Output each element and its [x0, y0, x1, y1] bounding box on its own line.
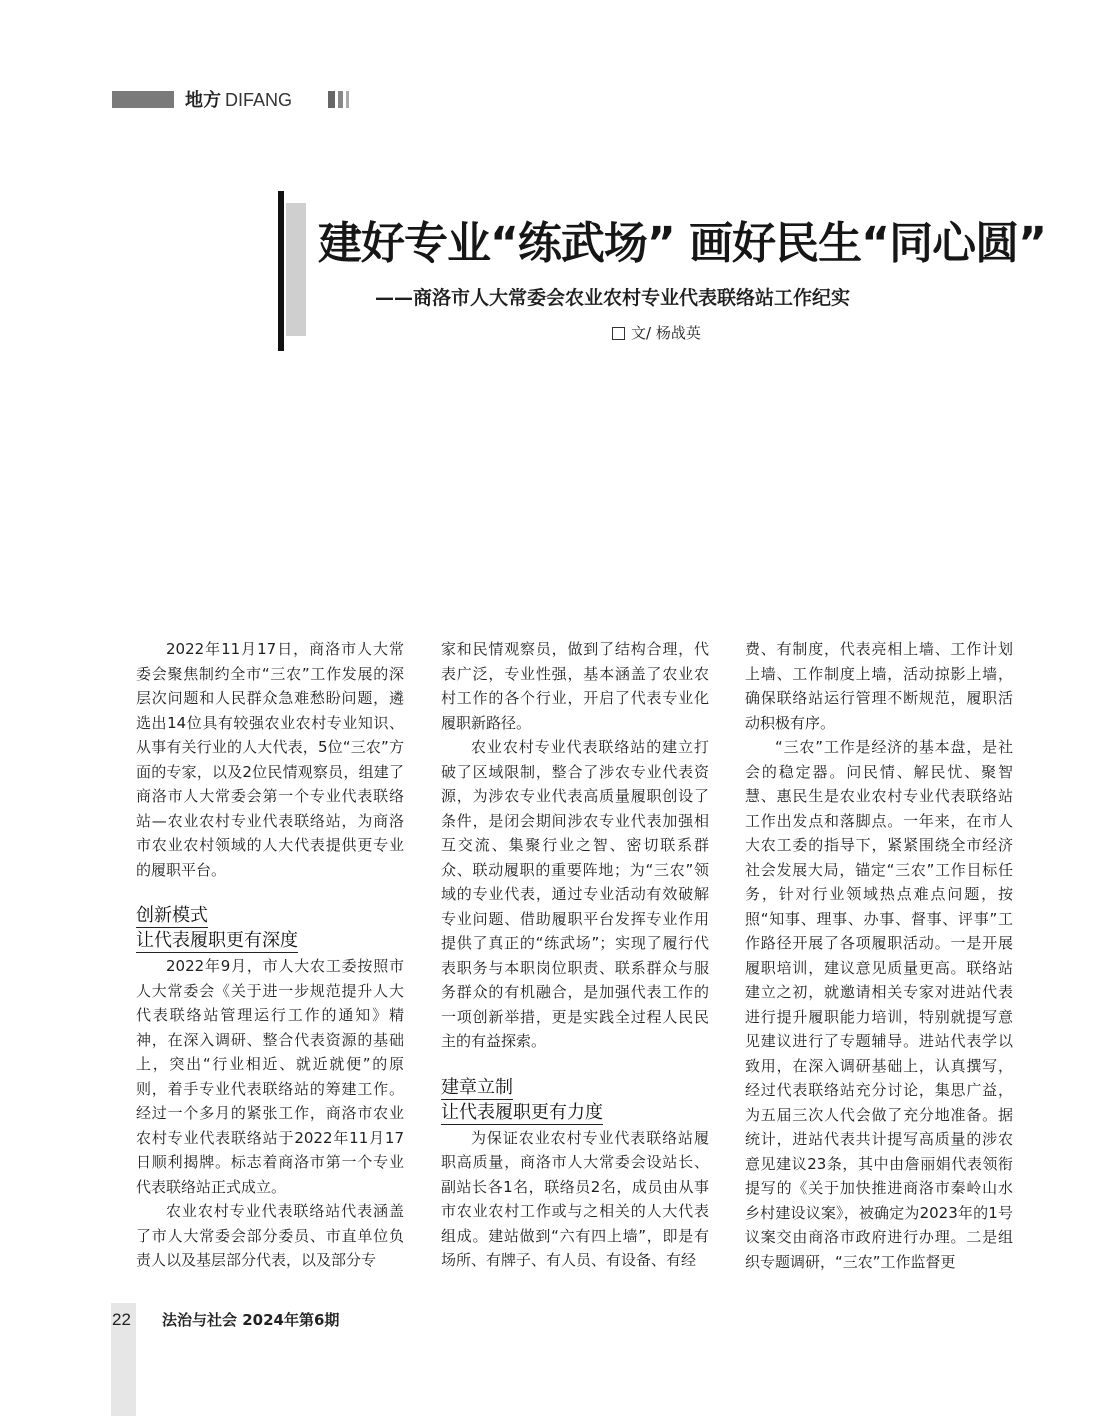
- body-column-1: [136, 637, 404, 1273]
- body-column-3: [745, 637, 1013, 1274]
- paragraph-continued: 家和民情观察员，做到了结构合理，代表广泛，专业性强，基本涵盖了农业农村工作的各个行业，开启了代表专业化履职新路径。: [441, 640, 709, 732]
- byline: [612, 321, 701, 345]
- journal-issue: 法治与社会 2024年第6期: [162, 1311, 340, 1329]
- paragraph-continued: 费、有制度，代表亮相上墙、工作计划上墙、工作制度上墙，活动掠影上墙，确保联络站运行管理不断规范，履职活动积极有序。: [745, 640, 1013, 732]
- article-subtitle: ——商洛市人大常委会农业农村专业代表联络站工作纪实: [375, 287, 851, 309]
- title-rule: [278, 191, 284, 351]
- paragraph: 农业农村专业代表联络站代表涵盖了市人大常委会部分委员、市直单位负责人以及基层部分代表，以及部分专: [136, 1202, 404, 1269]
- byline-text: 文/ 杨战英: [631, 324, 701, 342]
- section-bar: [112, 91, 174, 108]
- byline-box-icon: [612, 327, 625, 340]
- subheading-line-1: 建章立制: [441, 1076, 513, 1098]
- subheading-line-2: 让代表履职更有力度: [441, 1101, 603, 1123]
- section-label-cn: 地方: [185, 90, 221, 111]
- section-label: [185, 88, 292, 113]
- article-title: 建好专业“练武场” 画好民生“同心圆”: [318, 218, 1046, 269]
- paragraph: “三农”工作是经济的基本盘，是社会的稳定器。问民情、解民忧、聚智慧、惠民生是农业农村专业代表联络站工作出发点和落脚点。一年来，在市人大农工委的指导下，紧紧围绕全市经济社会发展大局，锚定“三农”工作目标任务，针对行业领域热点难点问题，按照“知事、理事、办事、督事、评事”工作路径开展了各项履职活动。一是开展履职培训，建议意见质量更高。联络站建立之初，就邀请相关专家对进站代表进行提升履职能力培训，特别就提写意见建议进行了专题辅导。进站代表学以致用，在深入调研基础上，认真撰写，经过代表联络站充分讨论，集思广益，为五届三次人代会做了充分地准备。据统计，进站代表共计提写高质量的涉农意见建议23条，其中由詹丽娟代表领衔提写的《关于加快推进商洛市秦岭山水乡村建设议案》，被确定为2023年的1号议案交由商洛市政府进行办理。二是组织专题调研，“三农”工作监督更: [745, 738, 1013, 1271]
- paragraph: 为保证农业农村专业代表联络站履职高质量，商洛市人大常委会设站长、副站长各1名，联络员2名，成员由从事市农业农村工作或与之相关的人大代表组成。建站做到“六有四上墙”，即是有场所、有牌子、有人员、有设备、有经: [441, 1128, 709, 1269]
- subheading-line-1: 创新模式: [136, 905, 208, 926]
- title-shade: [286, 203, 306, 336]
- section-label-en: DIFANG: [225, 90, 293, 110]
- subheading: [136, 903, 404, 953]
- subheading: [441, 1075, 709, 1125]
- paragraph: 2022年11月17日，商洛市人大常委会聚焦制约全市“三农”工作发展的深层次问题和人民群众急难愁盼问题，遴选出14位具有较强农业农村专业知识、从事有关行业的人大代表，5位“三农”方面的专家，以及2位民情观察员，组建了商洛市人大常委会第一个专业代表联络站—农业农村专业代表联络站，为商洛市农业农村领域的人大代表提供更专业的履职平台。: [136, 640, 404, 879]
- page-number: 22: [112, 1310, 131, 1329]
- body-column-2: [441, 637, 709, 1273]
- subheading-line-2: 让代表履职更有深度: [136, 930, 298, 951]
- paragraph: 农业农村专业代表联络站的建立打破了区域限制，整合了涉农专业代表资源，为涉农专业代表高质量履职创设了条件，是闭会期间涉农专业代表加强相互交流、集聚行业之智、密切联系群众、联动履职的重要阵地；为“三农”领域的专业代表，通过专业活动有效破解专业问题、借助履职平台发挥专业作用提供了真正的“练武场”；实现了履行代表职务与本职岗位职责、联系群众与服务群众的有机融合，是加强代表工作的一项创新举措，更是实践全过程人民民主的有益探索。: [441, 738, 709, 1050]
- section-ticks: [328, 91, 349, 108]
- paragraph: 2022年9月，市人大农工委按照市人大常委会《关于进一步规范提升人大代表联络站管理运行工作的通知》精神，在深入调研、整合代表资源的基础上，突出“行业相近、就近就便”的原则，着手专业代表联络站的筹建工作。经过一个多月的紧张工作，商洛市农业农村专业代表联络站于2022年11月17日顺利揭牌。标志着商洛市第一个专业代表联络站正式成立。: [136, 957, 404, 1196]
